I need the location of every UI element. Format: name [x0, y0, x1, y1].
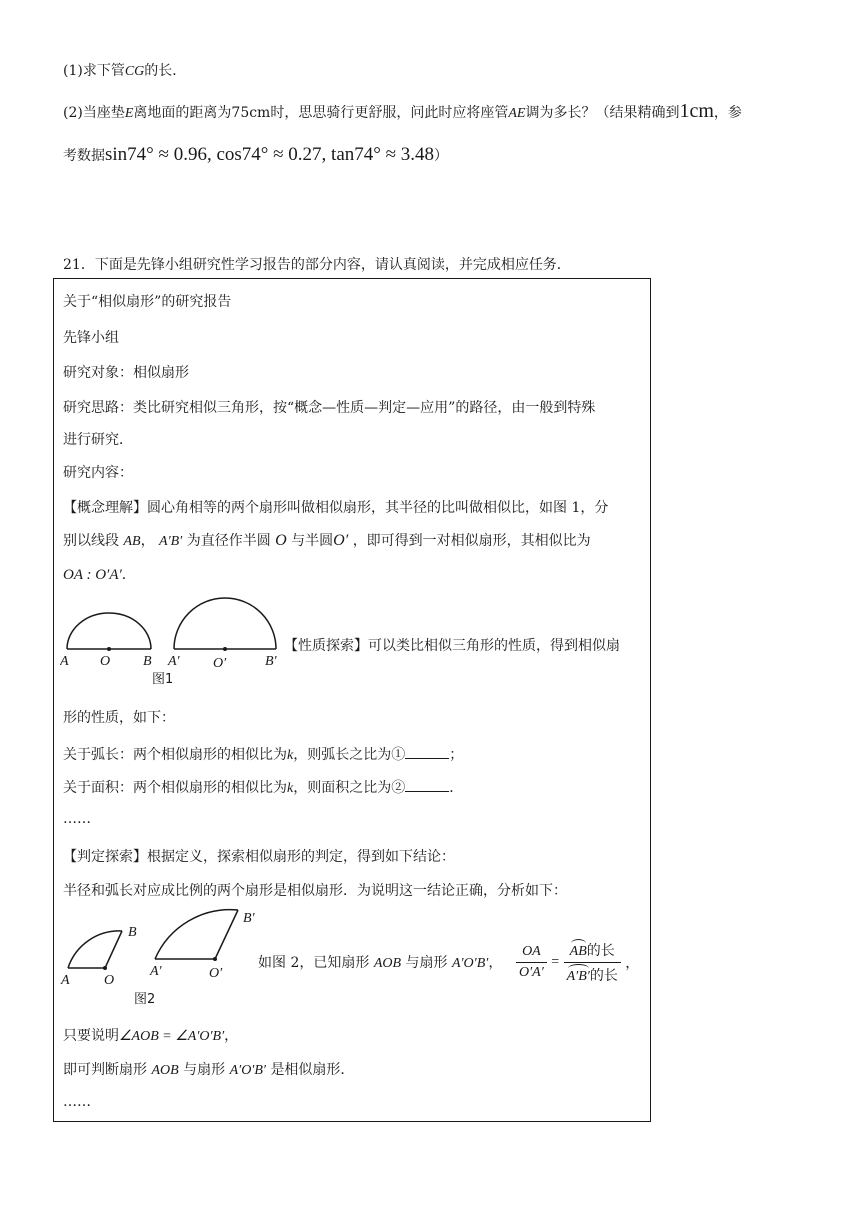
unit-1cm: 1cm — [679, 100, 714, 122]
frac1-denominator: O′A′ — [519, 965, 544, 980]
fig2-label-a: A — [61, 973, 70, 988]
fig2-label-op: O′ — [209, 966, 223, 981]
arc-apbp — [155, 910, 238, 959]
text: ，则面积之比为② — [293, 780, 406, 796]
var-k: k — [287, 748, 294, 763]
text: 如图 2，已知扇形 — [258, 955, 370, 971]
arc-ab-symbol: AB — [569, 944, 587, 959]
angle-equality: ∠AOB = ∠A′O′B′ — [119, 1029, 225, 1044]
text: ， — [140, 533, 155, 549]
area-property — [63, 777, 463, 797]
center-o-dot — [107, 647, 111, 651]
fig2-label-ap: A′ — [150, 964, 162, 979]
text: 与扇形 — [405, 955, 448, 971]
concept-line1: 【概念理解】圆心角相等的两个扇形叫做相似扇形，其半径的比叫做相似比，如图 1，分 — [63, 500, 609, 516]
center-op-dot — [213, 957, 217, 961]
text: 与半圆 — [291, 533, 334, 549]
text: (1)求下管 — [63, 63, 125, 79]
radius-opbp — [215, 910, 238, 959]
text: ； — [449, 747, 464, 763]
fig1-label-b: B — [143, 654, 152, 669]
var-ab: AB — [123, 534, 141, 549]
answer-blank-1[interactable] — [405, 744, 449, 759]
var-e: E — [124, 106, 134, 121]
q20-part1 — [63, 60, 186, 80]
q21-intro: 21．下面是先锋小组研究性学习报告的部分内容，请认真阅读，并完成相应任务． — [63, 257, 571, 273]
judge-claim: 半径和弧长对应成比例的两个扇形是相似扇形．为说明这一结论正确，分析如下： — [63, 883, 567, 899]
report-idea-line1: 研究思路：类比研究相似三角形，按“概念—性质—判定—应用”的路径，由一般到特殊 — [63, 400, 596, 416]
ratio-equation — [516, 940, 639, 985]
frac1-numerator: OA — [516, 944, 547, 963]
text: 的长 — [586, 943, 615, 959]
text: ） — [434, 148, 449, 164]
frac2-denominator — [564, 963, 621, 985]
var-o: O — [275, 532, 287, 549]
var-aob: AOB — [373, 956, 402, 971]
text: 关于弧长：两个相似扇形的相似比为 — [63, 747, 287, 763]
fraction-radius — [516, 944, 547, 981]
property-heading: 【性质探索】可以类比相似三角形的性质，得到相似扇 — [284, 638, 620, 654]
var-ae: AE — [508, 106, 526, 121]
text: ． — [121, 567, 136, 583]
fig1-label-op: O′ — [213, 656, 227, 671]
report-idea-line2: 进行研究． — [63, 432, 133, 448]
fig1-label-bp: B′ — [265, 654, 277, 669]
fig2-label-b: B — [128, 925, 137, 940]
text: 即可判断扇形 — [63, 1062, 147, 1078]
var-apobp: A′O′B′ — [229, 1063, 266, 1078]
concept-line2 — [63, 530, 591, 550]
text: ， — [224, 1028, 239, 1044]
arc-length-property — [63, 744, 463, 764]
answer-blank-2[interactable] — [405, 777, 449, 792]
report-object: 研究对象：相似扇形 — [63, 365, 189, 381]
text: (2)当座垫 — [63, 105, 125, 121]
fig2-label-bp: B′ — [243, 911, 255, 926]
text: 的长 — [589, 968, 618, 984]
ellipsis-1: …… — [63, 811, 91, 827]
figure-2 — [58, 905, 268, 1007]
ellipsis-2: …… — [63, 1094, 91, 1110]
report-title: 关于“相似扇形”的研究报告 — [63, 294, 232, 310]
frac2-numerator — [564, 940, 621, 963]
text: 是相似扇形． — [270, 1062, 355, 1078]
fig1-label-a: A — [60, 654, 69, 669]
arc-apbp-symbol: A′B′ — [566, 969, 590, 984]
need-to-show — [63, 1025, 238, 1045]
text: 为直径作半圆 — [186, 533, 271, 549]
concept-line3 — [63, 564, 136, 584]
report-group: 先锋小组 — [63, 330, 119, 346]
var-op: O′ — [333, 532, 349, 549]
fig2-label-o: O — [104, 973, 115, 988]
fig1-caption: 图1 — [152, 672, 174, 687]
center-o-dot — [103, 966, 107, 970]
var-apbp: A′B′ — [159, 534, 183, 549]
report-content-heading: 研究内容： — [63, 465, 133, 481]
text: 与扇形 — [183, 1062, 226, 1078]
text: ，参 — [713, 105, 742, 121]
var-k: k — [287, 781, 294, 796]
equals-sign: = — [551, 954, 560, 970]
fig1-label-ap: A′ — [168, 654, 180, 669]
var-cg: CG — [124, 64, 145, 79]
text: ，即可得到一对相似扇形，其相似比为 — [352, 533, 591, 549]
fig2-caption: 图2 — [134, 992, 156, 1007]
text: ，则弧长之比为① — [293, 747, 406, 763]
text: 关于面积：两个相似扇形的相似比为 — [63, 780, 287, 796]
text: 离地面的距离为75cm时，思思骑行更舒服，问此时应将座管 — [133, 105, 509, 121]
reference-trig-values: sin74° ≈ 0.96, cos74° ≈ 0.27, tan74° ≈ 3.48 — [105, 144, 435, 165]
text: 只要说明 — [63, 1028, 119, 1044]
text: 考数据 — [63, 148, 105, 164]
text: 调为多长？（结果精确到 — [525, 105, 680, 121]
q20-part2 — [63, 100, 742, 123]
fraction-arc — [564, 940, 621, 985]
semicircle-o-prime — [174, 598, 276, 649]
center-op-dot — [223, 647, 227, 651]
var-aob: AOB — [151, 1063, 179, 1078]
fig2-description — [258, 952, 502, 972]
conclusion — [63, 1059, 354, 1079]
text: ． — [449, 780, 464, 796]
var-apobp: A′O′B′ — [451, 956, 489, 971]
judge-heading: 【判定探索】根据定义，探索相似扇形的判定，得到如下结论： — [63, 849, 455, 865]
figure-1 — [60, 592, 282, 688]
text: 别以线段 — [63, 533, 119, 549]
ratio-oa-opap: OA : O′A′ — [63, 567, 122, 583]
text: ， — [488, 955, 503, 971]
text: 的长． — [144, 63, 187, 79]
property-continued: 形的性质，如下： — [63, 710, 175, 726]
text: ， — [625, 955, 640, 972]
radius-ob — [105, 931, 122, 968]
fig1-label-o: O — [100, 654, 111, 669]
semicircle-o — [67, 613, 151, 649]
q20-reference — [63, 144, 448, 166]
